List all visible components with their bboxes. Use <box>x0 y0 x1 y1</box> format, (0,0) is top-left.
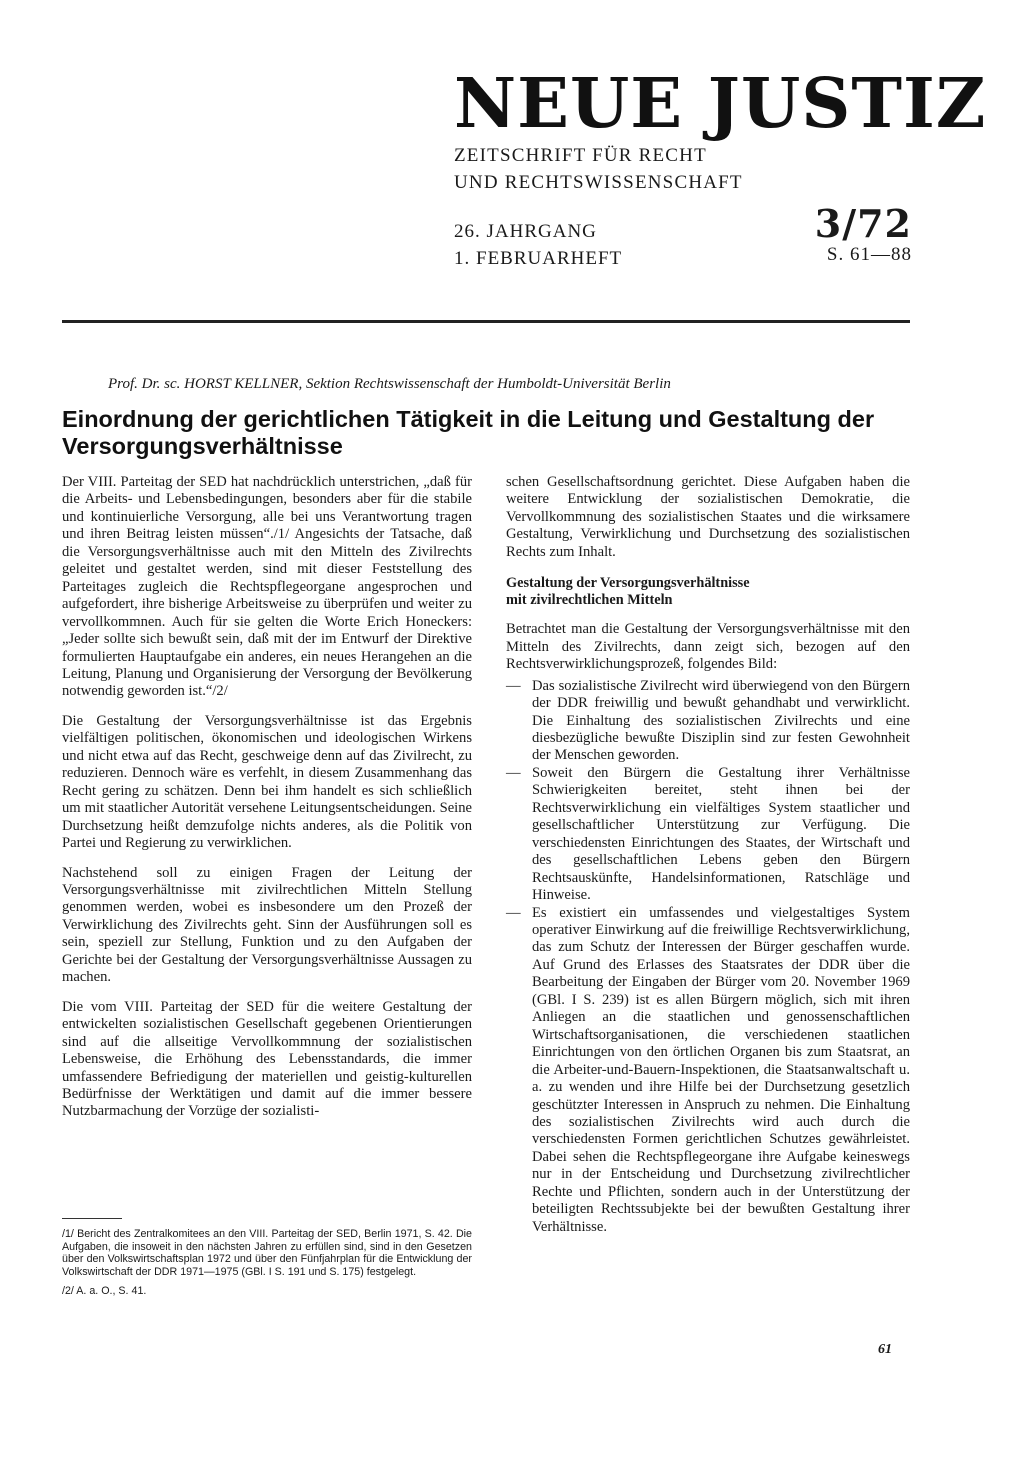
masthead-divider <box>62 320 910 323</box>
section-heading <box>506 575 910 609</box>
list-item: — Das sozialistische Zivilrecht wird überwiegend von den Bürgern der DDR freiwillig und bewußt gehandhabt und verwirklicht. Die Einhaltung des sozialistischen Zivilrechts und eine diesbezügliche bewußte Disziplin sind zur festen Gewohnheit der Menschen geworden. <box>506 678 910 765</box>
issue-info <box>454 201 924 272</box>
issue-pages: S. 61—88 <box>826 244 912 265</box>
paragraph: Die vom VIII. Parteitag der SED für die weitere Gestaltung der entwickelten sozialistischen Gesellschaft gegebenen Orientierungen sind auf die allseitige Vervollkommnung der sozialistischen Lebensweise, die Erhöhung des Lebensstandards, die immer umfassendere Befriedigung der materiellen und geistig-kulturellen Bedürfnisse der Werktätigen und damit auf die immer bessere Nutzbarmachung der Vorzüge der sozialisti- <box>62 998 472 1120</box>
list-item: — Soweit den Bürgern die Gestaltung ihrer Verhältnisse Schwierigkeiten bereitet, steht ihnen bei der Rechtsverwirklichung ein vielfältiges System staatlicher und gesellschaftlicher Unterstützung zur Verfügung. Die verschiedensten Einrichtungen des Staates, der Wirtschaft und des gesellschaftlichen Lebens geben den Bürgern Rechtsauskünfte, Handelsinformationen, Ratschläge und Hinweise. <box>506 765 910 905</box>
footnote-divider <box>62 1218 122 1219</box>
list-item: — Es existiert ein umfassendes und vielgestaltiges System operativer Einwirkung auf die freiwillige Rechtsverwirklichung, das zum Schutz der Interessen der Bürger geschaffen wurde. Auf Grund des Erlasses des Staatsrates der DDR über die Bearbeitung der Eingaben der Bürger vom 20. November 1969 (GBl. I S. 239) ist es allen Bürgern möglich, sich mit ihren Anliegen an die staatlichen und genossenschaftlichen Wirtschaftsorganisationen, die verschiedenen staatlichen Einrichtungen von den örtlichen Organen bis zum Staatsrat, an die Arbeiter-und-Bauern-Inspektionen, die Staatsanwaltschaft u. a. zu wenden und ihre Hilfe bei der Durchsetzung gesetzlich geschützter Interessen in Anspruch zu nehmen. Die Einhaltung des sozialistischen Zivilrechts wird auch durch die verschiedensten Formen gerichtlichen Schutzes gewährleistet. Dabei sehen die Rechtspflegeorgane ihre Aufgabe keineswegs nur in der Entscheidung und Durchsetzung zivilrechtlicher Rechte und Pflichten, sondern auch in der Unterstützung der beteiligten Rechtssubjekte bei der bewußten Gestaltung ihrer Verhältnisse. <box>506 905 910 1237</box>
section-heading-line-1: Gestaltung der Versorgungsverhältnisse <box>506 575 750 592</box>
journal-subtitle-line-2: UND RECHTSWISSENSCHAFT <box>454 172 743 193</box>
page-number: 61 <box>878 1342 892 1357</box>
left-column <box>62 474 472 1133</box>
paragraph: Nachstehend soll zu einigen Fragen der Leitung der Versorgungsverhältnisse mit zivilrechtlichen Mitteln Stellung genommen werden, wobei es insbesondere um den Prozeß der Verwirklichung des Zivilrechts geht. Sinn der Ausführungen soll es sein, speziell zur Stellung, Funktion und zu den Aufgaben der Gerichte bei der Gestaltung der Versorgungsverhältnisse Aussagen zu machen. <box>62 864 472 986</box>
right-column <box>506 474 910 1236</box>
issue-part-label: 1. FEBRUARHEFT <box>454 248 623 269</box>
section-heading-line-2: mit zivilrechtlichen Mitteln <box>506 592 673 609</box>
bullet-list <box>506 678 910 1237</box>
footnotes <box>62 1228 472 1304</box>
issue-number: 3/72 <box>814 201 912 246</box>
article-title: Einordnung der gerichtlichen Tätigkeit in die Leitung und Gestaltung der Versorgungsverhältnisse <box>62 406 875 459</box>
paragraph: Der VIII. Parteitag der SED hat nachdrücklich unterstrichen, „daß für die Arbeits- und Lebensbedingungen, besonders aber für die stabile und kontinuierliche Versorgung, alle bei uns Verantwortung tragen und ihren Beitrag leisten müssen“./1/ Angesichts der Tatsache, daß die Versorgungsverhältnisse auch mit den Mitteln des Zivilrechts geleitet und gestaltet werden, sind mit dieser Feststellung des Parteitages zugleich die Rechtspflegeorgane angesprochen und aufgefordert, ihre bisherige Arbeitsweise zu überprüfen und weiter zu vervollkommnen. Auch für sie gelten die Worte Erich Honeckers: „Jeder sollte sich bewußt sein, daß mit der im Entwurf der Direktive formulierten Hauptaufgabe ein anderes, ein neues Herangehen an die Leitung, Planung und Organisierung der Versorgung der Bevölkerung notwendig geworden ist.“/2/ <box>62 474 472 700</box>
author-line: Prof. Dr. sc. HORST KELLNER, Sektion Rechtswissenschaft der Humboldt-Universität Berlin <box>108 376 671 392</box>
paragraph: Die Gestaltung der Versorgungsverhältnisse ist das Ergebnis vielfältigen politischen, ökonomischen und ideologischen Wirkens und nicht etwa auf das Recht, geschweige denn auf das Zivilrecht, zu reduzieren. Dennoch wäre es verfehlt, in diesem Zusammenhang das Recht gering zu schätzen. Denn bei ihm handelt es sich schließlich um mit staatlicher Autorität versehene Leitungsentscheidungen. Seine Durchsetzung heißt demzufolge nichts anderes, als die Politik von Partei und Regierung zu verwirklichen. <box>62 712 472 852</box>
volume-label: 26. JAHRGANG <box>454 221 597 242</box>
footnote: /2/ A. a. O., S. 41. <box>62 1284 147 1297</box>
footnote: /1/ Bericht des Zentralkomitees an den VIII. Parteitag der SED, Berlin 1971, S. 42. Die Aufgaben, die insoweit in den nächsten Jahren zu erfüllen sind, sind in den Gesetzen über den Volkswirtschaftsplan 1972 und über den Fünfjahrplan für die Entwicklung der Volkswirtschaft der DDR 1971—1975 (GBl. I S. 191 und S. 175) festgelegt. <box>62 1228 472 1279</box>
masthead <box>454 64 987 272</box>
journal-title: NEUE JUSTIZ <box>454 64 987 144</box>
paragraph: schen Gesellschaftsordnung gerichtet. Diese Aufgaben haben die weitere Entwicklung der sozialistischen Demokratie, die Vervollkommnung des sozialistischen Staates und die wirksamere Gestaltung, Verwirklichung und Durchsetzung des sozialistischen Rechts zum Inhalt. <box>506 474 910 560</box>
paragraph: Betrachtet man die Gestaltung der Versorgungsverhältnisse mit den Mitteln des Zivilrechts, dann zeigt sich, bezogen auf den Rechtsverwirklichungsprozeß, folgendes Bild: <box>506 621 910 673</box>
journal-subtitle-line-1: ZEITSCHRIFT FÜR RECHT <box>454 145 707 166</box>
